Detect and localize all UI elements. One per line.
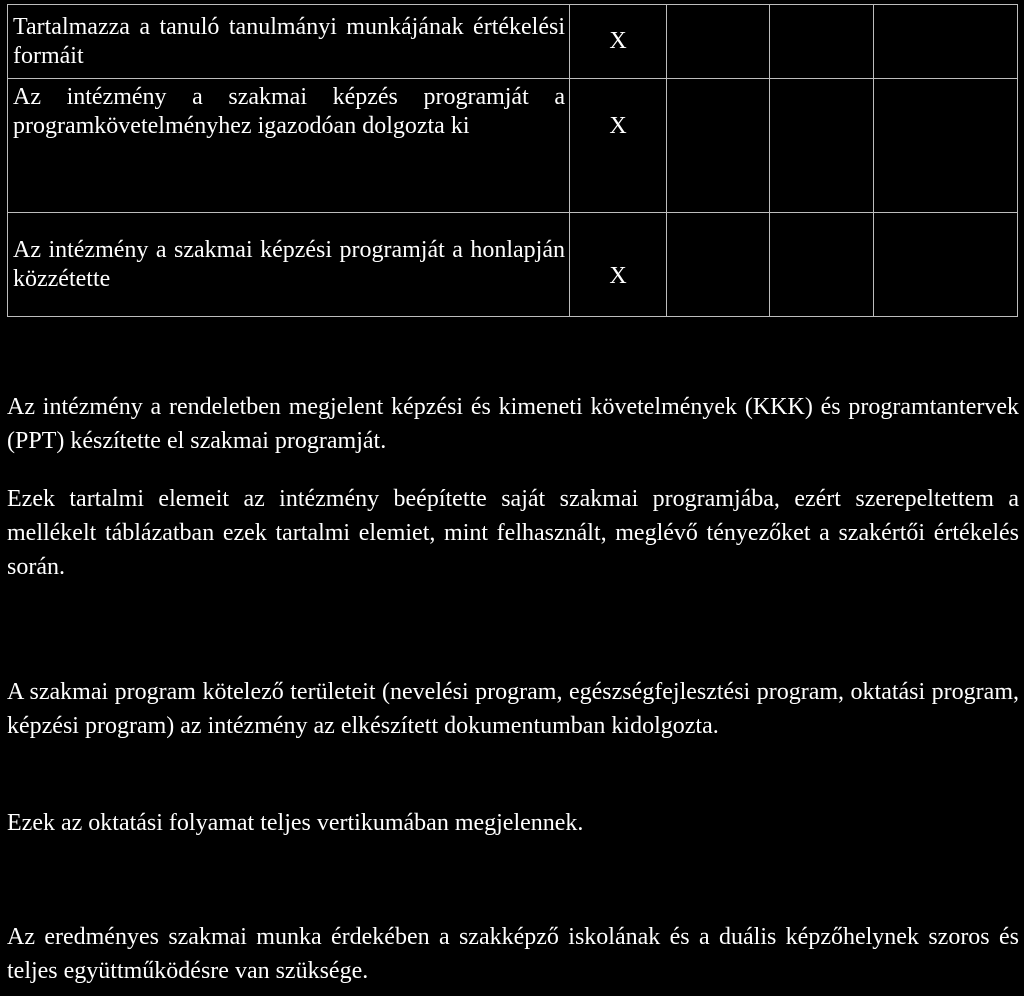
paragraph-kkk-ppt: Az intézmény a rendeletben megjelent képzési és kimeneti követelmények (KKK) és programtantervek (PPT) készítette el szakmai programját. — [7, 394, 1019, 454]
table-row — [8, 5, 1018, 79]
empty-cell — [874, 79, 1018, 213]
empty-cell — [874, 213, 1018, 317]
paragraph-cooperation: Az eredményes szakmai munka érdekében a szakképző iskolának és a duális képzőhelynek szoros és teljes együttműködésre van szüksége. — [7, 924, 1019, 984]
criterion-cell: Tartalmazza a tanuló tanulmányi munkájának értékelési formáit — [8, 5, 570, 79]
empty-cell — [770, 79, 874, 213]
check-mark-cell: X — [570, 5, 667, 79]
paragraph-vertical: Ezek az oktatási folyamat teljes vertikumában megjelennek. — [7, 810, 584, 836]
empty-cell — [770, 213, 874, 317]
table-row — [8, 213, 1018, 317]
evaluation-table — [7, 4, 1018, 317]
empty-cell — [770, 5, 874, 79]
check-mark-cell: X — [570, 79, 667, 213]
paragraph-mandatory-areas: A szakmai program kötelező területeit (nevelési program, egészségfejlesztési program, oktatási program, képzési program) az intézmény az elkészített dokumentumban kidolgozta. — [7, 679, 1019, 739]
criterion-cell: Az intézmény a szakmai képzési programját a honlapján közzétette — [8, 213, 570, 317]
empty-cell — [874, 5, 1018, 79]
empty-cell — [667, 5, 770, 79]
table-row — [8, 79, 1018, 213]
empty-cell — [667, 79, 770, 213]
criterion-cell: Az intézmény a szakmai képzés programját a programkövetelményhez igazodóan dolgozta ki — [8, 79, 570, 213]
check-mark-cell: X — [570, 213, 667, 317]
paragraph-content-elements: Ezek tartalmi elemeit az intézmény beépítette saját szakmai programjába, ezért szerepeltettem a mellékelt táblázatban ezek tartalmi elemiet, mint felhasznált, meglévő tényezőket a szakértői értékelés során. — [7, 486, 1019, 580]
empty-cell — [667, 213, 770, 317]
